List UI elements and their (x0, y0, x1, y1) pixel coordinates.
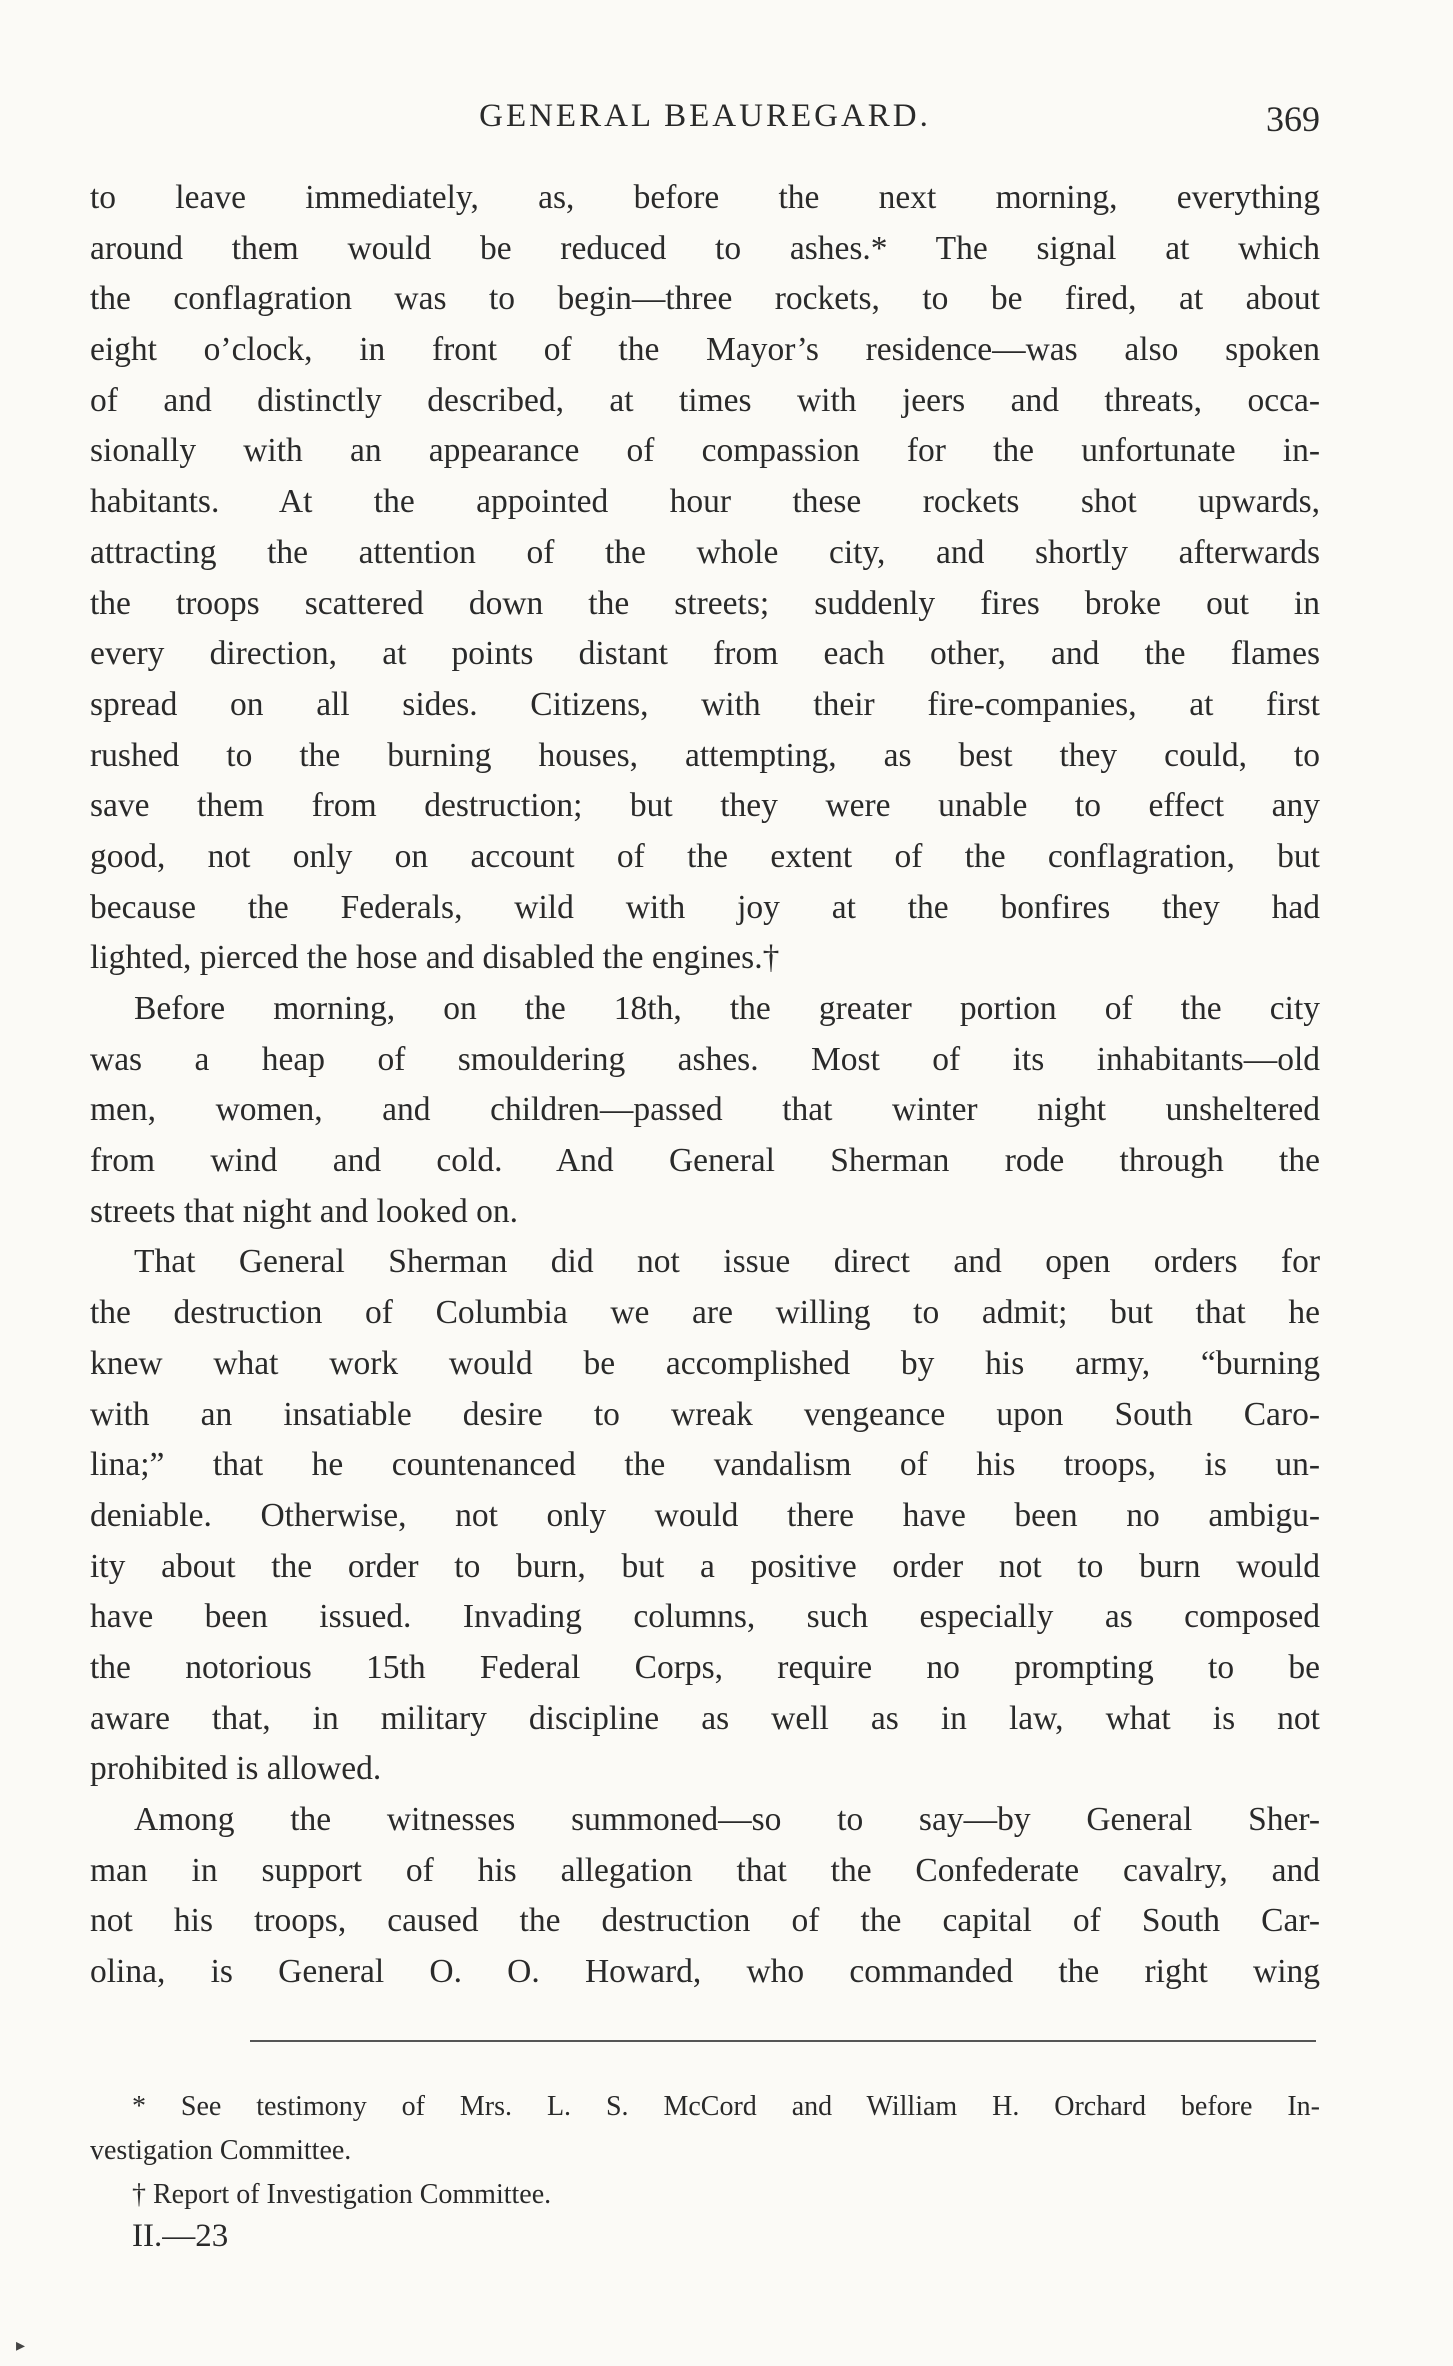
text-line: was a heap of smouldering ashes. Most of its inhabitants—old (90, 1040, 1320, 1078)
text-line: spread on all sides. Citizens, with their fire-companies, at first (90, 685, 1320, 723)
text-line: aware that, in military discipline as well as in law, what is not (90, 1699, 1320, 1737)
running-title: GENERAL BEAUREGARD. (479, 98, 931, 134)
text-line: eight o’clock, in front of the Mayor’s residence—was also spoken (90, 331, 1320, 369)
text-line: knew what work would be accomplished by his army, “burning (90, 1344, 1320, 1382)
body-text (90, 173, 1320, 1998)
text-line: the conflagration was to begin—three rockets, to be fired, at about (90, 280, 1320, 318)
text-line: every direction, at points distant from each other, and the flames (90, 635, 1320, 673)
text-line: save them from destruction; but they were unable to effect any (90, 787, 1320, 825)
text-line: rushed to the burning houses, attempting, as best they could, to (90, 736, 1320, 774)
text-line: the notorious 15th Federal Corps, require no prompting to be (90, 1648, 1320, 1686)
signature-mark: II.—23 (132, 2218, 229, 2254)
text-line: lina;” that he countenanced the vandalism of his troops, is un- (90, 1446, 1320, 1484)
text-line: deniable. Otherwise, not only would there have been no ambigu- (90, 1496, 1320, 1534)
text-line: the destruction of Columbia we are willing to admit; but that he (90, 1294, 1320, 1332)
text-line: men, women, and children—passed that winter night unsheltered (90, 1091, 1320, 1129)
text-line: attracting the attention of the whole city, and shortly afterwards (90, 533, 1320, 571)
text-line: around them would be reduced to ashes.* The signal at which (90, 229, 1320, 267)
text-line: have been issued. Invading columns, such especially as composed (90, 1598, 1320, 1636)
margin-mark: ▸ (16, 2335, 26, 2355)
text-line: the troops scattered down the streets; suddenly fires broke out in (90, 584, 1320, 622)
footnote-line: vestigation Committee. (90, 2135, 352, 2166)
footnote-line: * See testimony of Mrs. L. S. McCord and William H. Orchard before In- (132, 2091, 1320, 2122)
text-line: not his troops, caused the destruction of the capital of South Car- (90, 1902, 1320, 1940)
text-line: lighted, pierced the hose and disabled the engines.† (90, 939, 780, 977)
text-line: from wind and cold. And General Sherman rode through the (90, 1142, 1320, 1180)
text-line: to leave immediately, as, before the next morning, everything (90, 179, 1320, 216)
text-line: olina, is General O. O. Howard, who commanded the right wing (90, 1953, 1320, 1991)
text-line: sionally with an appearance of compassion for the unfortunate in- (90, 432, 1320, 470)
text-line: ity about the order to burn, but a positive order not to burn would (90, 1547, 1320, 1585)
text-line: because the Federals, wild with joy at the bonfires they had (90, 888, 1320, 926)
page-number: 369 (1266, 99, 1320, 139)
text-line: man in support of his allegation that the Confederate cavalry, and (90, 1851, 1320, 1889)
footnote-rule (250, 2040, 1316, 2042)
running-head (90, 98, 1320, 158)
text-line: of and distinctly described, at times with jeers and threats, occa- (90, 381, 1320, 419)
text-line: with an insatiable desire to wreak vengeance upon South Caro- (90, 1395, 1320, 1433)
text-line: Among the witnesses summoned—so to say—by General Sher- (134, 1801, 1320, 1838)
footnote-line: † Report of Investigation Committee. (132, 2179, 552, 2210)
text-line: prohibited is allowed. (90, 1750, 382, 1788)
text-line: Before morning, on the 18th, the greater portion of the city (134, 990, 1320, 1027)
text-line: streets that night and looked on. (90, 1192, 518, 1230)
text-line: good, not only on account of the extent of the conflagration, but (90, 837, 1320, 875)
footnotes (90, 2085, 1320, 2217)
text-line: habitants. At the appointed hour these rockets shot upwards, (90, 483, 1320, 521)
text-line: That General Sherman did not issue direct and open orders for (134, 1243, 1320, 1281)
